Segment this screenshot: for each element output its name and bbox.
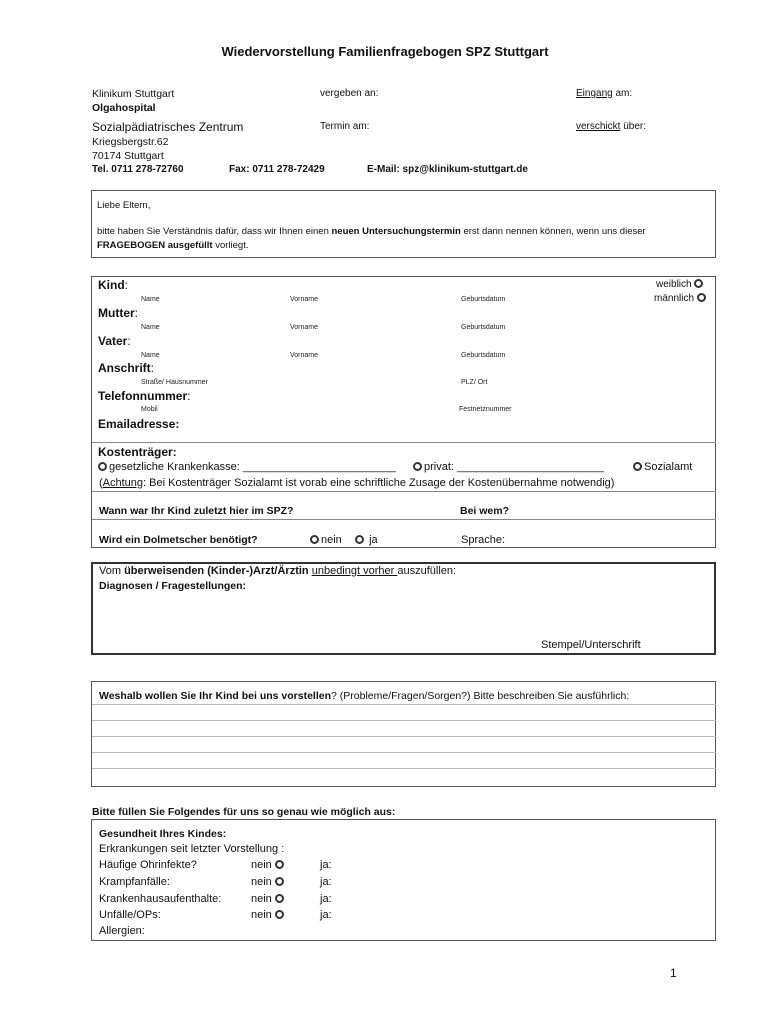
mutter-vorname-hint: Vorname: [290, 324, 319, 331]
dolmetscher-ja-radio[interactable]: [355, 535, 364, 544]
dolmetscher-nein-option[interactable]: nein: [310, 534, 342, 546]
unfaelle-label: Unfälle/OPs:: [99, 909, 161, 921]
arzt-instruction: Vom überweisenden (Kinder-)Arzt/Ärztin unbedingt vorher auszufüllen:: [99, 565, 457, 577]
org-department: Sozialpädiatrisches Zentrum: [92, 120, 244, 134]
org-hospital: Olgahospital: [92, 102, 156, 114]
sozialamt-radio[interactable]: [633, 462, 642, 471]
krankenhaus-label: Krankenhausaufenthalte:: [99, 893, 222, 905]
vater-vorname-hint: Vorname: [290, 352, 319, 359]
stempel-label: Stempel/Unterschrift: [541, 639, 641, 651]
gesetzlich-radio[interactable]: [98, 462, 107, 471]
intro-line-1: bitte haben Sie Verständnis dafür, dass wir Ihnen einen neuen Untersuchungstermin erst dann nennen können, wenn uns dieser: [97, 226, 646, 237]
maennlich-option[interactable]: männlich: [654, 293, 708, 304]
privat-radio[interactable]: [413, 462, 422, 471]
dolmetscher-ja-option[interactable]: ja: [355, 534, 378, 546]
mobil-hint: Mobil: [141, 406, 158, 413]
intro-greeting: Liebe Eltern,: [97, 200, 151, 211]
kosten-title: Kostenträger:: [98, 445, 177, 459]
unfaelle-ja-label: ja:: [320, 909, 332, 921]
kind-label: Kind:: [98, 278, 129, 292]
vater-label: Vater:: [98, 334, 131, 348]
plz-hint: PLZ/ Ort: [461, 379, 488, 386]
divider: [92, 519, 716, 520]
unfaelle-nein-option[interactable]: nein: [251, 909, 286, 921]
allergien-label: Allergien:: [99, 925, 145, 937]
vergeben-label: vergeben an:: [320, 88, 379, 99]
mutter-label: Mutter:: [98, 306, 139, 320]
zuletzt-question: Wann war Ihr Kind zuletzt hier im SPZ?: [99, 505, 294, 517]
sozialamt-option[interactable]: Sozialamt: [633, 461, 692, 473]
strasse-hint: Straße/ Hausnummer: [141, 379, 208, 386]
org-city: 70174 Stuttgart: [92, 150, 164, 162]
anschrift-label: Anschrift:: [98, 361, 155, 375]
ohrinfekte-label: Häufige Ohrinfekte?: [99, 859, 197, 871]
sprache-label: Sprache:: [461, 534, 506, 546]
mutter-name-hint: Name: [141, 324, 160, 331]
achtung-note: (Achtung: Bei Kostenträger Sozialamt ist vorab eine schriftliche Zusage der Kostenübernahme notwendig): [99, 477, 615, 489]
gesundheit-title: Gesundheit Ihres Kindes:: [99, 828, 227, 840]
maennlich-radio[interactable]: [697, 293, 706, 302]
telefon-label: Telefonnummer:: [98, 389, 191, 403]
org-fax: Fax: 0711 278-72429: [229, 164, 325, 175]
krankenhaus-ja-label: ja:: [320, 893, 332, 905]
eingang-label: Eingang am:: [576, 88, 633, 99]
erkrankungen-label: Erkrankungen seit letzter Vorstellung :: [99, 843, 285, 855]
divider: [92, 442, 716, 443]
bitte-instruction: Bitte füllen Sie Folgendes für uns so genau wie möglich aus:: [92, 806, 396, 818]
ohrinfekte-nein-option[interactable]: nein: [251, 859, 286, 871]
answer-line: [92, 720, 716, 721]
krampfanfaelle-label: Krampfanfälle:: [99, 876, 170, 888]
krampfanfaelle-nein-radio[interactable]: [275, 877, 284, 886]
weshalb-question: Weshalb wollen Sie Ihr Kind bei uns vorstellen? (Probleme/Fragen/Sorgen?) Bitte beschreiben Sie ausführlich:: [99, 690, 630, 702]
answer-line: [92, 768, 716, 769]
krankenhaus-nein-radio[interactable]: [275, 894, 284, 903]
kind-name-hint: Name: [141, 296, 160, 303]
krankenhaus-nein-option[interactable]: nein: [251, 893, 286, 905]
answer-line: [92, 752, 716, 753]
email-label: Emailadresse:: [98, 417, 180, 431]
privat-option[interactable]: privat: ________________________: [413, 461, 604, 473]
verschickt-label: verschickt über:: [576, 121, 647, 132]
kind-geburtsdatum-hint: Geburtsdatum: [461, 296, 506, 303]
kind-vorname-hint: Vorname: [290, 296, 319, 303]
krampfanfaelle-nein-option[interactable]: nein: [251, 876, 286, 888]
weiblich-option[interactable]: weiblich: [656, 279, 705, 290]
diagnosen-label: Diagnosen / Fragestellungen:: [99, 580, 247, 592]
mutter-geburtsdatum-hint: Geburtsdatum: [461, 324, 506, 331]
ohrinfekte-nein-radio[interactable]: [275, 860, 284, 869]
page-title: Wiedervorstellung Familienfragebogen SPZ Stuttgart: [221, 44, 549, 59]
festnetz-hint: Festnetznummer: [459, 406, 512, 413]
org-street: Kriegsbergstr.62: [92, 136, 169, 148]
termin-label: Termin am:: [320, 121, 370, 132]
dolmetscher-nein-radio[interactable]: [310, 535, 319, 544]
gesetzlich-option[interactable]: gesetzliche Krankenkasse: _________________________: [98, 461, 396, 473]
divider: [92, 491, 716, 492]
bei-wem-label: Bei wem?: [460, 505, 510, 517]
org-name: Klinikum Stuttgart: [92, 88, 175, 100]
weiblich-radio[interactable]: [694, 279, 703, 288]
page-number: 1: [670, 966, 677, 980]
answer-line: [92, 736, 716, 737]
org-phone: Tel. 0711 278-72760: [92, 164, 184, 175]
dolmetscher-question: Wird ein Dolmetscher benötigt?: [99, 534, 258, 546]
unfaelle-nein-radio[interactable]: [275, 910, 284, 919]
org-email: E-Mail: spz@klinikum-stuttgart.de: [367, 164, 528, 175]
vater-geburtsdatum-hint: Geburtsdatum: [461, 352, 506, 359]
answer-line: [92, 704, 716, 705]
ohrinfekte-ja-label: ja:: [320, 859, 332, 871]
intro-line-2: FRAGEBOGEN ausgefüllt vorliegt.: [97, 240, 249, 251]
vater-name-hint: Name: [141, 352, 160, 359]
krampfanfaelle-ja-label: ja:: [320, 876, 332, 888]
